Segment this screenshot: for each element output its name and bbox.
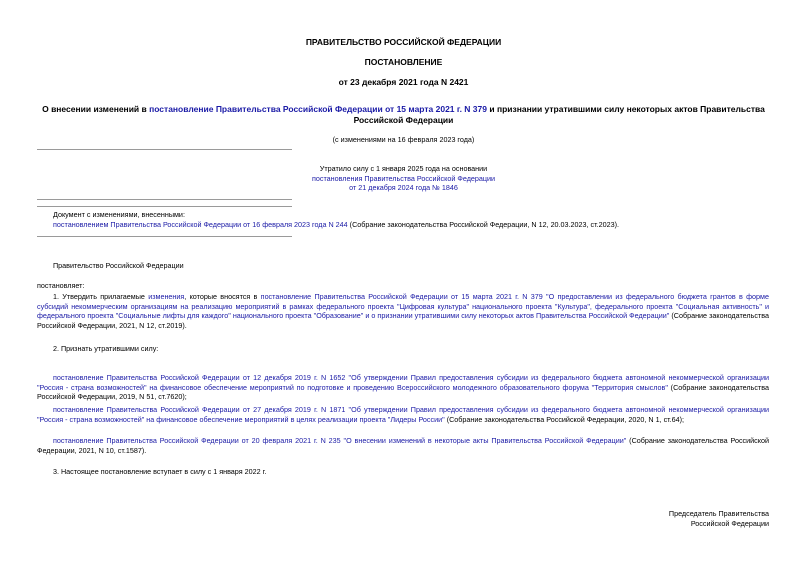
p1-link-decree-379[interactable]: постановление Правительства Российской Федерации от 15 марта 2021 г. N 379 "О предоставлении из федерального бюджета грантов в форме субсидий некоммерческим организациям на реализацию мероприятий в рамках федерального проекта "Цифровая культура" национального проекта "Культура", федерального проекта "Социальная активность" и федерального проекта "Социальные лифты для каждого" национального проекта "Образование" и о признании утратившими силу некоторых актов Правительства Российской Федерации" — [37, 292, 769, 321]
expired-link-line1[interactable]: постановления Правительства Российской Федерации — [311, 173, 496, 183]
p1-text-a: 1. Утвердить прилагаемые — [53, 292, 149, 301]
paragraph-3: 3. Настоящее постановление вступает в силу с 1 января 2022 г. — [53, 467, 267, 476]
amended-by-link[interactable]: постановлением Правительства Российской Федерации от 16 февраля 2023 года N 244 — [53, 219, 348, 229]
paragraph-2: 2. Признать утратившими силу: — [53, 344, 159, 353]
divider — [37, 206, 292, 207]
divider — [37, 149, 292, 150]
p2c-link-decree-235[interactable]: постановление Правительства Российской Федерации от 20 февраля 2021 г. N 235 "О внесении изменений в некоторые акты Правительства Российской Федерации" — [53, 436, 627, 445]
divider — [37, 236, 292, 237]
p2c-source: (Собрание законодательства Российской Федерации, 2021, N 10, ст.1587). — [37, 436, 769, 455]
title-prefix: О внесении изменений в — [42, 104, 150, 114]
amended-by-source: (Собрание законодательства Российской Федерации, N 12, 20.03.2023, ст.2023). — [347, 219, 619, 229]
title-link-decree-379[interactable]: постановление Правительства Российской Федерации от 15 марта 2021 г. N 379 — [149, 104, 487, 114]
expired-note — [0, 164, 807, 193]
paragraph-2c — [37, 436, 769, 455]
paragraph-2b — [37, 405, 769, 424]
p2b-link-decree-1871[interactable]: постановление Правительства Российской Федерации от 27 декабря 2019 г. N 1871 "Об утверждении Правил предоставления субсидии из федерального бюджета автономной некоммерческой организации "Россия - страна возможностей" на финансовое обеспечение мероприятий в целях реализации проекта "Лидеры России" — [37, 405, 769, 424]
revision-note: (с изменениями на 16 февраля 2023 года) — [332, 135, 475, 144]
signature-title-line1: Председатель Правительства — [668, 509, 769, 518]
p2b-source: (Собрание законодательства Российской Федерации, 2020, N 1, ст.64); — [444, 414, 685, 424]
intro-text: Правительство Российской Федерации — [53, 261, 184, 270]
expired-link-line2[interactable]: от 21 декабря 2024 года № 1846 — [349, 183, 458, 193]
document-type: ПОСТАНОВЛЕНИЕ — [364, 57, 443, 67]
signature-title-line2: Российской Федерации — [690, 518, 769, 528]
p1-link-changes[interactable]: изменения — [148, 292, 185, 301]
p1-text-b: , которые вносятся в — [184, 292, 261, 301]
p2a-link-decree-1652[interactable]: постановление Правительства Российской Федерации от 12 декабря 2019 г. N 1652 "Об утверждении Правил предоставления субсидии из федерального бюджета автономной некоммерческой организации "Россия - страна возможностей" на финансовое обеспечение мероприятий по подготовке и проведению Всероссийского молодежного образовательного форума "Территория смыслов" — [37, 373, 769, 392]
title-suffix: и признании утратившими силу некоторых актов Правительства Российской Федерации — [353, 104, 765, 125]
document-title — [40, 104, 767, 126]
decrees-text: постановляет: — [37, 281, 85, 290]
expired-text: Утратило силу с 1 января 2025 года на основании — [319, 164, 488, 173]
amended-by-block — [53, 210, 773, 229]
p2a-source: (Собрание законодательства Российской Федерации, 2019, N 51, ст.7620); — [37, 382, 769, 402]
signature-block — [560, 509, 769, 528]
government-name: ПРАВИТЕЛЬСТВО РОССИЙСКОЙ ФЕДЕРАЦИИ — [305, 37, 502, 47]
paragraph-1 — [37, 292, 769, 330]
divider — [37, 199, 292, 200]
amended-by-label: Документ с изменениями, внесенными: — [53, 210, 185, 219]
document-date-number: от 23 декабря 2021 года N 2421 — [338, 77, 469, 87]
p1-text-c: (Собрание законодательства Российской Федерации, 2021, N 12, ст.2019). — [37, 311, 769, 330]
paragraph-2a — [37, 373, 769, 402]
